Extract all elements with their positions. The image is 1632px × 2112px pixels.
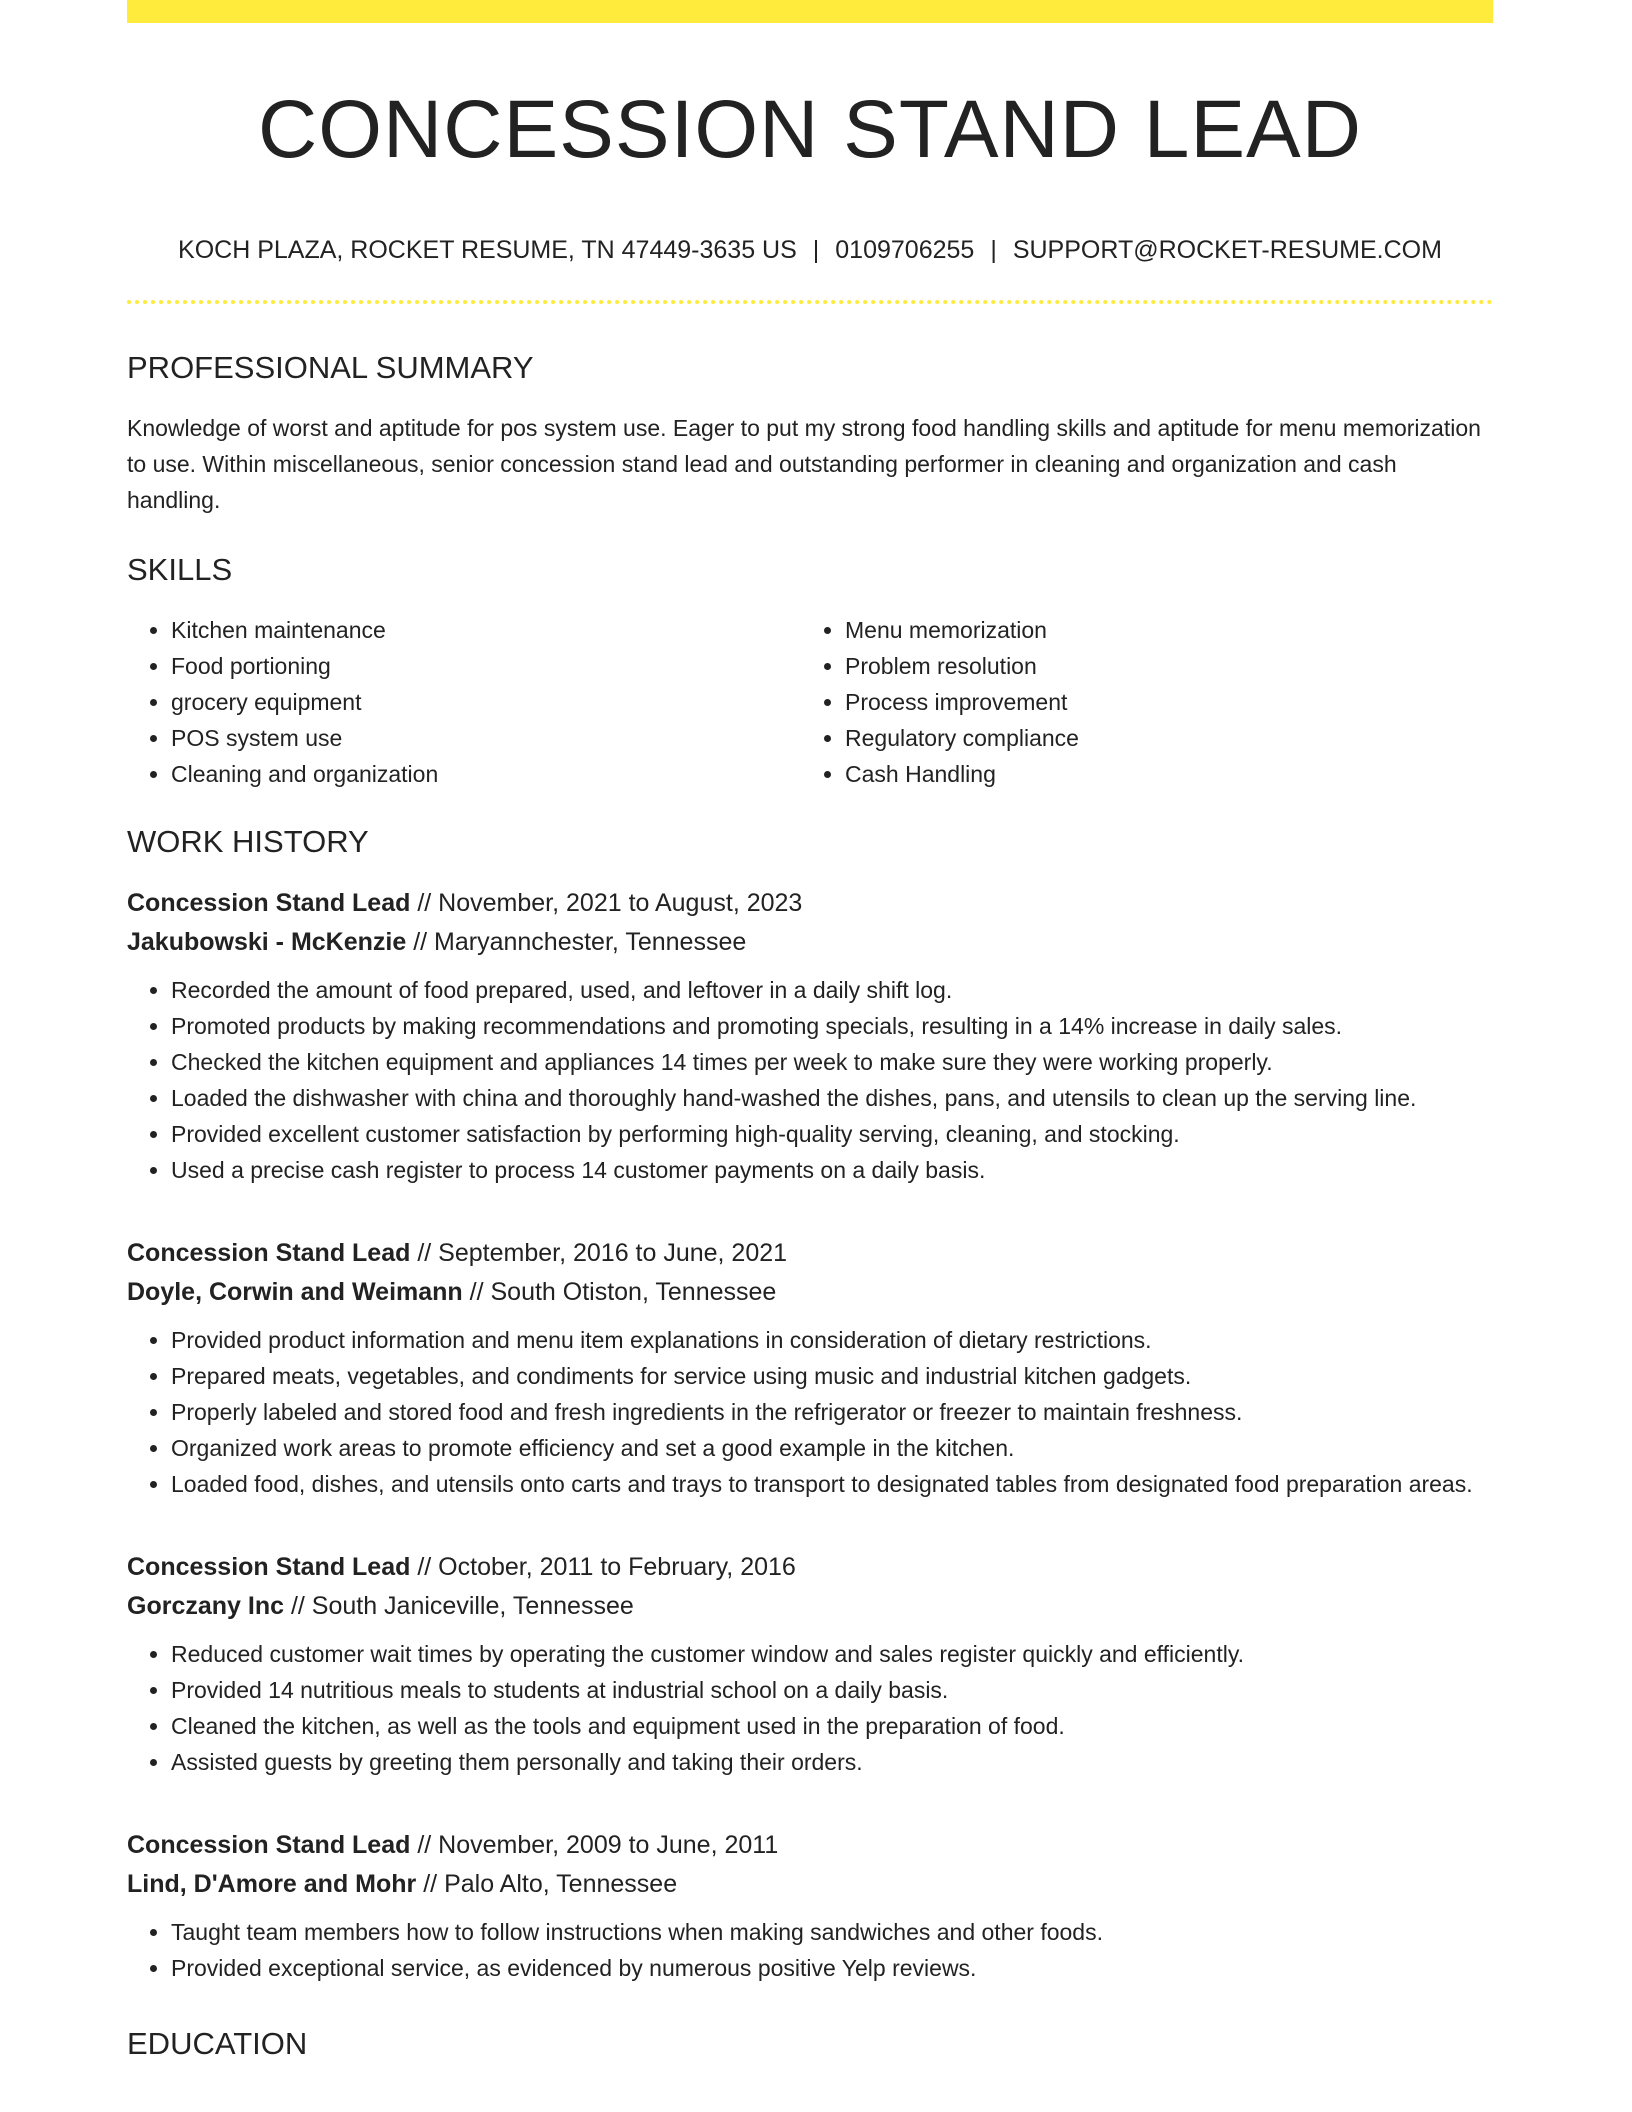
job-company-line bbox=[127, 1865, 1493, 1904]
job-bullet: • Provided exceptional service, as evidenced by numerous positive Yelp reviews. bbox=[171, 1950, 1493, 1986]
skill-item: • Process improvement bbox=[845, 684, 1475, 720]
skill-item: • POS system use bbox=[171, 720, 801, 756]
job-title-line bbox=[127, 1548, 1493, 1587]
contact-separator: | bbox=[812, 236, 820, 264]
job-company-line bbox=[127, 923, 1493, 962]
job-bullet: • Checked the kitchen equipment and appliances 14 times per week to make sure they were working properly. bbox=[171, 1044, 1493, 1080]
job-location: // South Janiceville, Tennessee bbox=[284, 1592, 634, 1620]
job-bullet: • Loaded the dishwasher with china and thoroughly hand-washed the dishes, pans, and utensils to clean up the serving line. bbox=[171, 1080, 1493, 1116]
job-bullet: • Loaded food, dishes, and utensils onto carts and trays to transport to designated tables from designated food preparation areas. bbox=[171, 1466, 1493, 1502]
job-bullet: • Provided product information and menu item explanations in consideration of dietary restrictions. bbox=[171, 1322, 1493, 1358]
job-bullet: • Organized work areas to promote efficiency and set a good example in the kitchen. bbox=[171, 1430, 1493, 1466]
job-entry bbox=[127, 1234, 1493, 1502]
job-bullet: • Assisted guests by greeting them personally and taking their orders. bbox=[171, 1744, 1493, 1780]
skills-columns bbox=[127, 612, 1493, 792]
job-dates: // September, 2016 to June, 2021 bbox=[410, 1239, 788, 1267]
resume-name: CONCESSION STAND LEAD bbox=[258, 84, 1362, 175]
job-title-line bbox=[127, 1826, 1493, 1865]
skill-item: • Problem resolution bbox=[845, 648, 1475, 684]
skill-item: • grocery equipment bbox=[171, 684, 801, 720]
job-dates: // November, 2021 to August, 2023 bbox=[410, 889, 803, 917]
resume-content bbox=[127, 0, 1493, 2064]
job-bullets bbox=[127, 1322, 1493, 1502]
job-position: Concession Stand Lead bbox=[127, 1831, 411, 1859]
skill-item: • Kitchen maintenance bbox=[171, 612, 801, 648]
job-dates: // October, 2011 to February, 2016 bbox=[410, 1553, 796, 1581]
skill-item: • Regulatory compliance bbox=[845, 720, 1475, 756]
job-bullets bbox=[127, 972, 1493, 1188]
contact-email: SUPPORT@ROCKET-RESUME.COM bbox=[1012, 236, 1442, 264]
summary-text: Knowledge of worst and aptitude for pos system use. Eager to put my strong food handling skills and aptitude for menu memorization to use. Within miscellaneous, senior concession stand lead and outstanding performer in cleaning and organization and cash handling. bbox=[127, 415, 1481, 513]
job-entry bbox=[127, 1826, 1493, 1986]
section-title-skills: SKILLS bbox=[127, 552, 233, 587]
job-bullet: • Promoted products by making recommendations and promoting specials, resulting in a 14% increase in daily sales. bbox=[171, 1008, 1493, 1044]
job-entry bbox=[127, 1548, 1493, 1780]
job-bullet: • Reduced customer wait times by operating the customer window and sales register quickly and efficiently. bbox=[171, 1636, 1493, 1672]
job-company: Doyle, Corwin and Weimann bbox=[127, 1278, 463, 1306]
job-company-line bbox=[127, 1587, 1493, 1626]
job-bullet: • Used a precise cash register to process 14 customer payments on a daily basis. bbox=[171, 1152, 1493, 1188]
section-title-education: EDUCATION bbox=[127, 2026, 308, 2061]
skill-item: • Cleaning and organization bbox=[171, 756, 801, 792]
job-bullets bbox=[127, 1914, 1493, 1986]
job-location: // South Otiston, Tennessee bbox=[462, 1278, 777, 1306]
job-bullet: • Prepared meats, vegetables, and condiments for service using music and industrial kitchen gadgets. bbox=[171, 1358, 1493, 1394]
skill-item: • Food portioning bbox=[171, 648, 801, 684]
skills-list-left bbox=[127, 612, 801, 792]
job-company: Jakubowski - McKenzie bbox=[127, 928, 407, 956]
job-position: Concession Stand Lead bbox=[127, 1239, 411, 1267]
contact-separator: | bbox=[990, 236, 997, 264]
section-title-summary: PROFESSIONAL SUMMARY bbox=[127, 350, 534, 385]
job-bullets bbox=[127, 1636, 1493, 1780]
job-company: Lind, D'Amore and Mohr bbox=[127, 1870, 417, 1898]
job-company: Gorczany Inc bbox=[127, 1592, 284, 1620]
dotted-divider bbox=[127, 300, 1493, 304]
contact-phone: 0109706255 bbox=[835, 236, 975, 264]
job-company-line bbox=[127, 1273, 1493, 1312]
job-position: Concession Stand Lead bbox=[127, 889, 411, 917]
skill-item: • Menu memorization bbox=[845, 612, 1475, 648]
job-title-line bbox=[127, 1234, 1493, 1273]
contact-address: KOCH PLAZA, ROCKET RESUME, TN 47449-3635 US bbox=[178, 236, 797, 264]
job-bullet: • Cleaned the kitchen, as well as the tools and equipment used in the preparation of food. bbox=[171, 1708, 1493, 1744]
job-title-line bbox=[127, 884, 1493, 923]
skills-list-right bbox=[801, 612, 1475, 792]
job-bullet: • Properly labeled and stored food and fresh ingredients in the refrigerator or freezer to maintain freshness. bbox=[171, 1394, 1493, 1430]
job-entry bbox=[127, 884, 1493, 1188]
job-location: // Maryannchester, Tennessee bbox=[406, 928, 747, 956]
job-dates: // November, 2009 to June, 2011 bbox=[410, 1831, 779, 1859]
job-bullet: • Recorded the amount of food prepared, used, and leftover in a daily shift log. bbox=[171, 972, 1493, 1008]
contact-line bbox=[127, 234, 1493, 266]
job-position: Concession Stand Lead bbox=[127, 1553, 411, 1581]
job-bullet: • Provided 14 nutritious meals to students at industrial school on a daily basis. bbox=[171, 1672, 1493, 1708]
section-title-work-history: WORK HISTORY bbox=[127, 824, 369, 859]
job-location: // Palo Alto, Tennessee bbox=[416, 1870, 678, 1898]
job-bullet: • Taught team members how to follow instructions when making sandwiches and other foods. bbox=[171, 1914, 1493, 1950]
skill-item: • Cash Handling bbox=[845, 756, 1475, 792]
job-bullet: • Provided excellent customer satisfaction by performing high-quality serving, cleaning, and stocking. bbox=[171, 1116, 1493, 1152]
